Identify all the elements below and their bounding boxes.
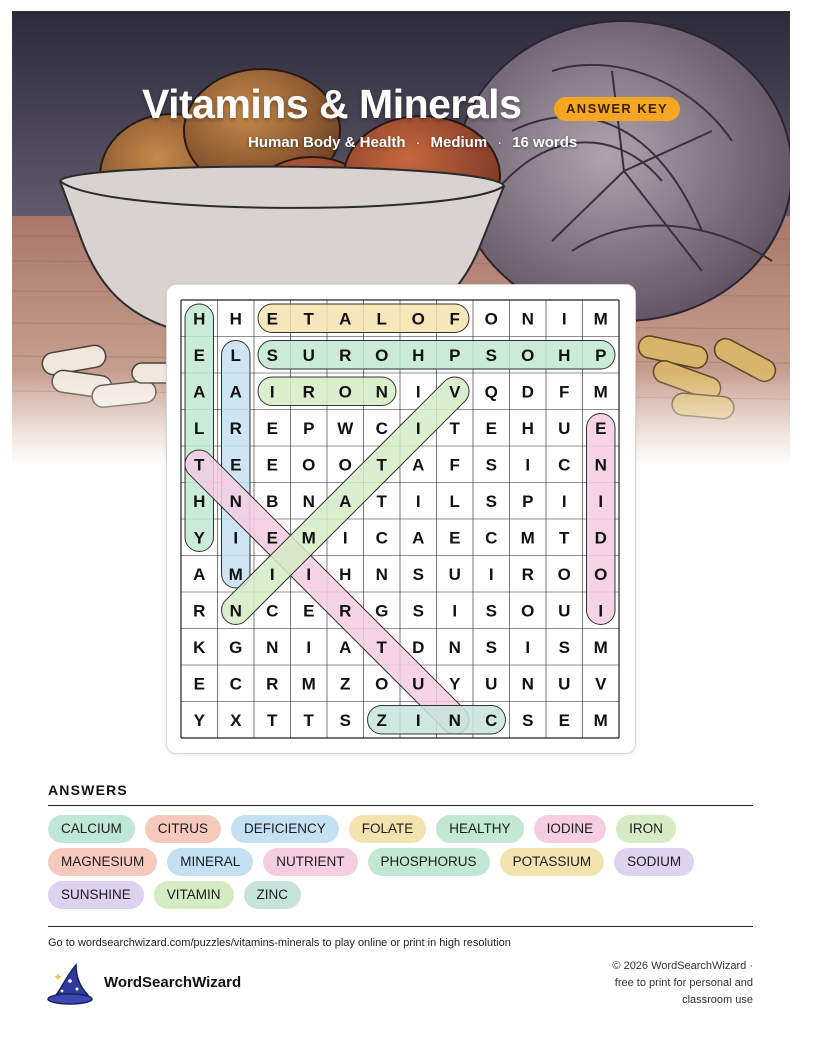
grid-letter: R [339,601,352,621]
answer-key-badge: ANSWER KEY [554,97,680,121]
answer-chip: HEALTHY [436,815,523,843]
grid-letter: Y [193,528,205,548]
grid-letter: U [558,418,571,438]
grid-letter: I [415,418,421,438]
grid-letter: H [558,345,571,365]
grid-letter: C [375,418,388,438]
grid-letter: E [266,528,278,548]
grid-letter: E [266,309,278,329]
grid-letter: A [339,309,352,329]
grid-letter: Z [376,710,387,730]
divider [48,926,753,927]
grid-letter: U [558,601,571,621]
grid-letter: P [449,345,461,365]
grid-letter: T [559,528,570,548]
grid-letter: S [485,637,497,657]
grid-letter: I [233,528,239,548]
grid-letter: U [485,674,498,694]
grid-letter: N [375,382,388,402]
grid-letter: M [593,382,608,402]
grid-letter: E [193,345,205,365]
grid-letter: F [449,309,460,329]
copyright-notice [573,958,753,1009]
answer-chip: PHOSPHORUS [368,848,490,876]
grid-letter: O [521,345,535,365]
grid-letter: D [594,528,607,548]
grid-letter: I [415,710,421,730]
grid-letter: R [521,564,534,584]
copyright-line: classroom use [682,994,753,1006]
grid-letter: I [269,382,275,402]
grid-letter: U [412,674,425,694]
grid-letter: C [485,710,498,730]
highlight-folate [258,304,469,332]
grid-letter: C [266,601,279,621]
grid-letter: T [267,710,278,730]
answers-list [48,815,758,914]
grid-letter: Y [193,710,205,730]
answer-chip: CALCIUM [48,815,135,843]
grid-letter: T [376,491,387,511]
grid-letter: N [302,491,315,511]
grid-letter: N [375,564,388,584]
grid-letter: O [338,382,352,402]
grid-letter: C [485,528,498,548]
grid-letter: I [415,491,421,511]
answer-chip: DEFICIENCY [231,815,339,843]
answer-chip: CITRUS [145,815,221,843]
grid-letter: R [193,601,206,621]
grid-letter: O [557,564,571,584]
grid-letter: S [485,455,497,475]
grid-letter: V [449,382,461,402]
grid-letter: E [485,418,497,438]
grid-letter: Q [484,382,498,402]
separator-dot-icon: · [497,134,503,151]
answer-chip: FOLATE [349,815,427,843]
grid-letter: M [301,674,316,694]
grid-letter: W [337,418,354,438]
grid-letter: Y [449,674,461,694]
answer-chip: NUTRIENT [263,848,357,876]
grid-letter: U [302,345,315,365]
answer-chip: ZINC [244,881,302,909]
grid-letter: K [193,637,206,657]
grid-letter: I [598,491,604,511]
grid-letter: M [301,528,316,548]
grid-letter: M [520,528,535,548]
grid-letter: S [485,491,497,511]
grid-letter: N [594,455,607,475]
grid-letter: E [266,418,278,438]
grid-letter: H [193,309,206,329]
grid-letter: N [229,601,242,621]
grid-letter: M [593,710,608,730]
grid-letter: V [595,674,607,694]
grid-letter: L [230,345,241,365]
answer-chip: MINERAL [167,848,253,876]
divider [48,805,753,806]
grid-letter: O [375,345,389,365]
grid-letter: S [266,345,278,365]
highlight-iodine [587,414,615,625]
grid-letter: R [339,345,352,365]
grid-letter: H [229,309,242,329]
grid-letter: A [193,564,206,584]
grid-letter: S [412,601,424,621]
grid-letter: N [448,637,461,657]
grid-letter: D [521,382,534,402]
grid-letter: H [412,345,425,365]
grid-letter: B [266,491,279,511]
grid-letter: T [376,455,387,475]
answer-chip: IODINE [534,815,607,843]
grid-letter: X [230,710,242,730]
grid-letter: H [521,418,534,438]
grid-letter: N [521,309,534,329]
answer-highlights [179,304,615,740]
grid-letter: M [593,637,608,657]
grid-letter: R [302,382,315,402]
word-count-label: 16 words [512,134,578,151]
grid-letter: T [376,637,387,657]
grid-letter: T [303,710,314,730]
grid-letter: M [228,564,243,584]
grid-letter: Z [340,674,351,694]
answer-chip: POTASSIUM [500,848,605,876]
grid-letter: R [229,418,242,438]
grid-letter: I [342,528,348,548]
category-label: Human Body & Health [248,134,406,151]
grid-letter: E [193,674,205,694]
grid-letter: G [375,601,389,621]
grid-letter: E [230,455,242,475]
grid-letter: A [193,382,206,402]
grid-letter: T [303,309,314,329]
grid-letter: E [303,601,315,621]
difficulty-label: Medium [430,134,488,151]
grid-letter: E [558,710,570,730]
grid-letter: A [339,637,352,657]
grid-letter: L [449,491,460,511]
grid-letter: T [194,455,205,475]
grid-letter: O [594,564,608,584]
grid-letter: S [485,601,497,621]
grid-letter: O [338,455,352,475]
copyright-line: free to print for personal and [614,977,753,989]
grid-letter: I [452,601,458,621]
grid-letter: L [194,418,205,438]
grid-letter: I [525,455,531,475]
grid-letter: I [415,382,421,402]
grid-letter: S [339,710,351,730]
puzzle-meta [248,134,577,151]
answer-chip: IRON [616,815,676,843]
grid-letter: R [266,674,279,694]
copyright-line: © 2026 WordSearchWizard · [612,960,753,972]
grid-letter: S [522,710,534,730]
footer-link-text[interactable]: Go to wordsearchwizard.com/puzzles/vitamins-minerals to play online or print in high resolution [48,937,511,949]
grid-letter: A [412,528,425,548]
grid-letter: H [339,564,352,584]
answer-chip: SUNSHINE [48,881,144,909]
grid-letter: C [375,528,388,548]
brand-name: WordSearchWizard [104,974,242,991]
grid-letter: C [229,674,242,694]
grid-letter: A [229,382,242,402]
separator-dot-icon: · [415,134,421,151]
grid-letter: A [412,455,425,475]
grid-letter: I [561,309,567,329]
grid-letter: T [449,418,460,438]
grid-letter: P [522,491,534,511]
grid-letter: O [375,674,389,694]
grid-letter: P [595,345,607,365]
grid-letter: A [339,491,352,511]
grid-letter: O [302,455,316,475]
grid-letter: S [485,345,497,365]
grid-letter: O [521,601,535,621]
grid-letter: H [193,491,206,511]
grid-letter: F [449,455,460,475]
grid-letter: N [229,491,242,511]
grid-letter: U [448,564,461,584]
answers-heading: ANSWERS [48,782,128,798]
grid-letter: N [521,674,534,694]
grid-letter: I [525,637,531,657]
grid-letter: C [558,455,571,475]
grid-letter: I [306,637,312,657]
grid-letter: S [558,637,570,657]
wizard-hat-icon [46,963,94,1005]
grid-letter: L [376,309,387,329]
grid-letter: U [558,674,571,694]
grid-letter: E [595,418,607,438]
grid-letter: I [598,601,604,621]
grid-letter: F [559,382,570,402]
grid-letter: E [266,455,278,475]
grid-letter: S [412,564,424,584]
grid-letter: N [448,710,461,730]
grid-letter: I [488,564,494,584]
grid-letter: E [449,528,461,548]
grid-letter: M [593,309,608,329]
word-search-grid [181,300,619,738]
grid-letter: N [266,637,279,657]
page-title: Vitamins & Minerals [142,81,522,127]
answer-chip: VITAMIN [154,881,234,909]
grid-letter: I [306,564,312,584]
grid-letter: I [561,491,567,511]
grid-letter: I [269,564,275,584]
answer-chip: MAGNESIUM [48,848,157,876]
grid-letter: D [412,637,425,657]
grid-letter: O [484,309,498,329]
grid-letter: G [229,637,243,657]
grid-letter: O [411,309,425,329]
grid-letter: P [303,418,315,438]
answer-chip: SODIUM [614,848,694,876]
